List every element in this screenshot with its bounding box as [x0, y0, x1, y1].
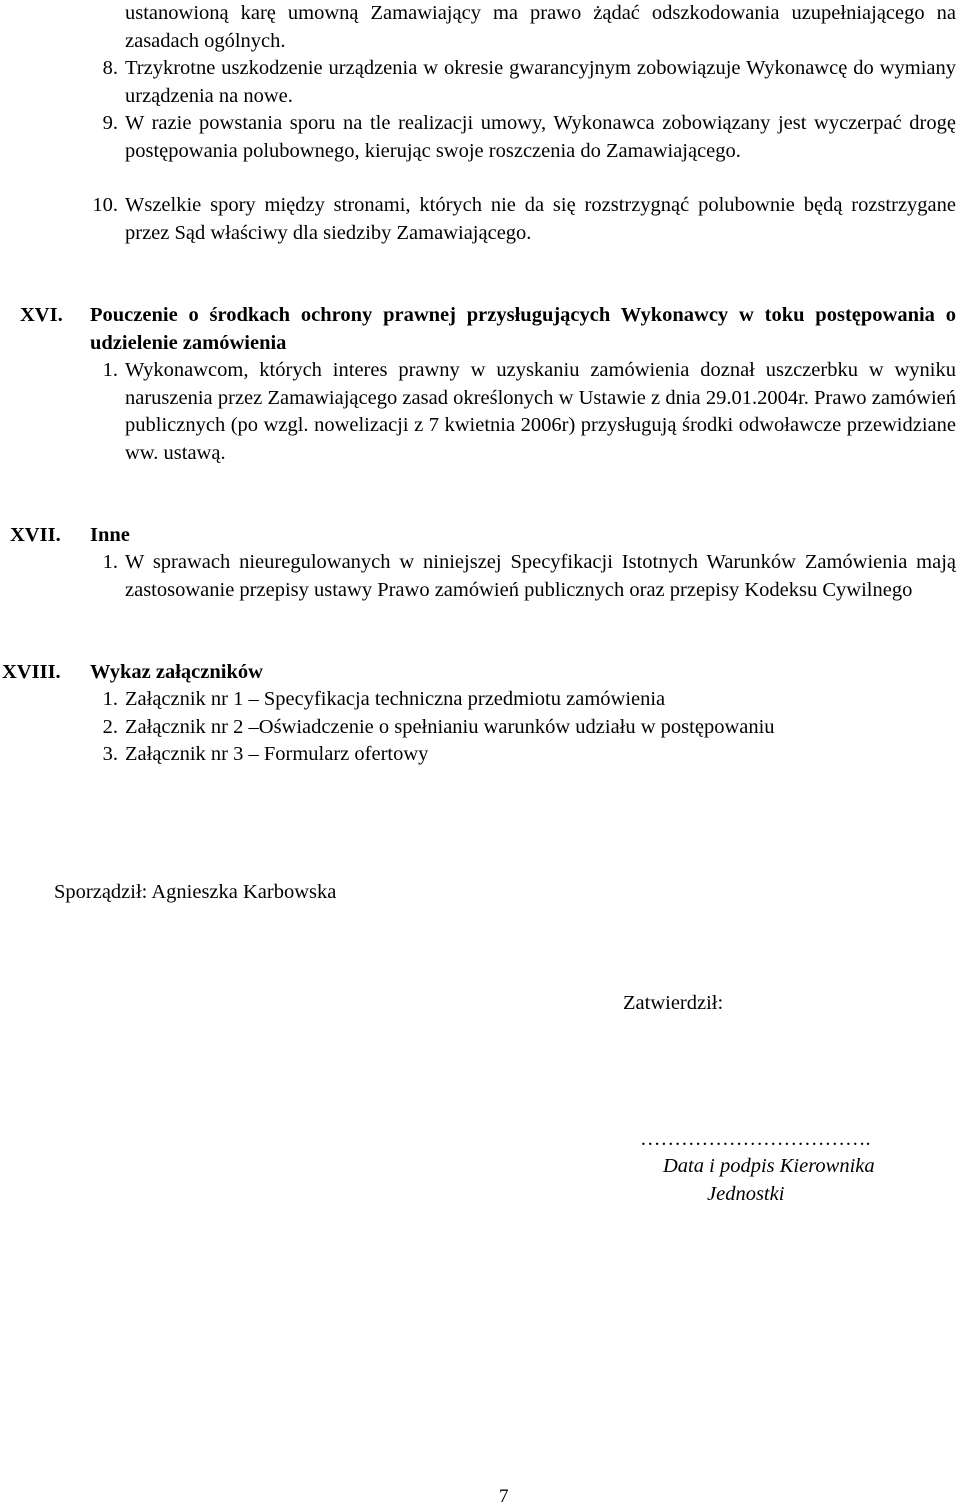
list-item-text: Załącznik nr 3 – Formularz ofertowy — [125, 743, 429, 765]
list-item-text: Wykonawcom, których interes prawny w uzyskaniu zamówienia doznał uszczerbku w wyniku naruszenia przez Zamawiającego zasad określonych w Ustawie z dnia 29.01.2004r. Prawo zamówień publicznych (po wzgl. nowelizacji z 7 kwietnia 2006r) przysługują środki odwoławcze przewidziane ww. ustawą. — [125, 359, 956, 464]
list-item-text: W razie powstania sporu na tle realizacji umowy, Wykonawca zobowiązany jest wyczerpać drogę postępowania polubownego, kierując swoje roszczenia do Zamawiającego. — [125, 112, 956, 162]
section-number: XVI. — [20, 304, 63, 326]
list-item — [102, 686, 956, 714]
continuation-paragraph — [125, 0, 956, 55]
list-item-text: Wszelkie spory między stronami, których nie da się rozstrzygnąć polubownie będą rozstrzygane przez Sąd właściwy dla siedziby Zamawiającego. — [125, 194, 956, 244]
list-item-number: 8. — [102, 57, 118, 79]
section-title: Inne — [90, 524, 130, 546]
section-title: Pouczenie o środkach ochrony prawnej przysługujących Wykonawcy w toku postępowania o udzielenie zamówienia — [90, 304, 956, 354]
signature-caption: Data i podpis Kierownika — [663, 1155, 875, 1177]
section-title: Wykaz załączników — [90, 661, 263, 683]
list-item-number: 1. — [102, 688, 118, 710]
list-item — [102, 110, 956, 165]
list-item-text: Załącznik nr 1 – Specyfikacja techniczna przedmiotu zamówienia — [125, 688, 666, 710]
page-number: 7 — [499, 1486, 509, 1507]
list-item — [92, 192, 956, 247]
section-number: XVIII. — [2, 661, 61, 683]
list-item-text: W sprawach nieuregulowanych w niniejszej Specyfikacji Istotnych Warunków Zamówienia mają zastosowanie przepisy ustawy Prawo zamówień publicznych oraz przepisy Kodeksu Cywilnego — [125, 551, 956, 601]
list-item-number: 1. — [102, 551, 118, 573]
signature-line: ……………………………. — [640, 1128, 871, 1150]
list-item — [102, 741, 956, 769]
approved-by: Zatwierdził: — [623, 992, 724, 1014]
signature-caption-second-line: Jednostki — [707, 1183, 785, 1205]
list-item-number: 1. — [102, 359, 118, 381]
continuation-text: ustanowioną karę umowną Zamawiający ma prawo żądać odszkodowania uzupełniającego na zasadach ogólnych. — [125, 2, 956, 52]
list-item-text: Załącznik nr 2 –Oświadczenie o spełnianiu warunków udziału w postępowaniu — [125, 716, 775, 738]
list-item — [102, 714, 956, 742]
list-item — [102, 357, 956, 467]
prepared-by: Sporządził: Agnieszka Karbowska — [54, 881, 337, 903]
list-item-text: Trzykrotne uszkodzenie urządzenia w okresie gwarancyjnym zobowiązuje Wykonawcę do wymiany urządzenia na nowe. — [125, 57, 956, 107]
list-item-number: 3. — [102, 743, 118, 765]
section-number: XVII. — [10, 524, 61, 546]
list-item-number: 10. — [92, 194, 118, 216]
list-item-number: 9. — [102, 112, 118, 134]
list-item — [102, 549, 956, 604]
list-item — [102, 55, 956, 110]
list-item-number: 2. — [102, 716, 118, 738]
